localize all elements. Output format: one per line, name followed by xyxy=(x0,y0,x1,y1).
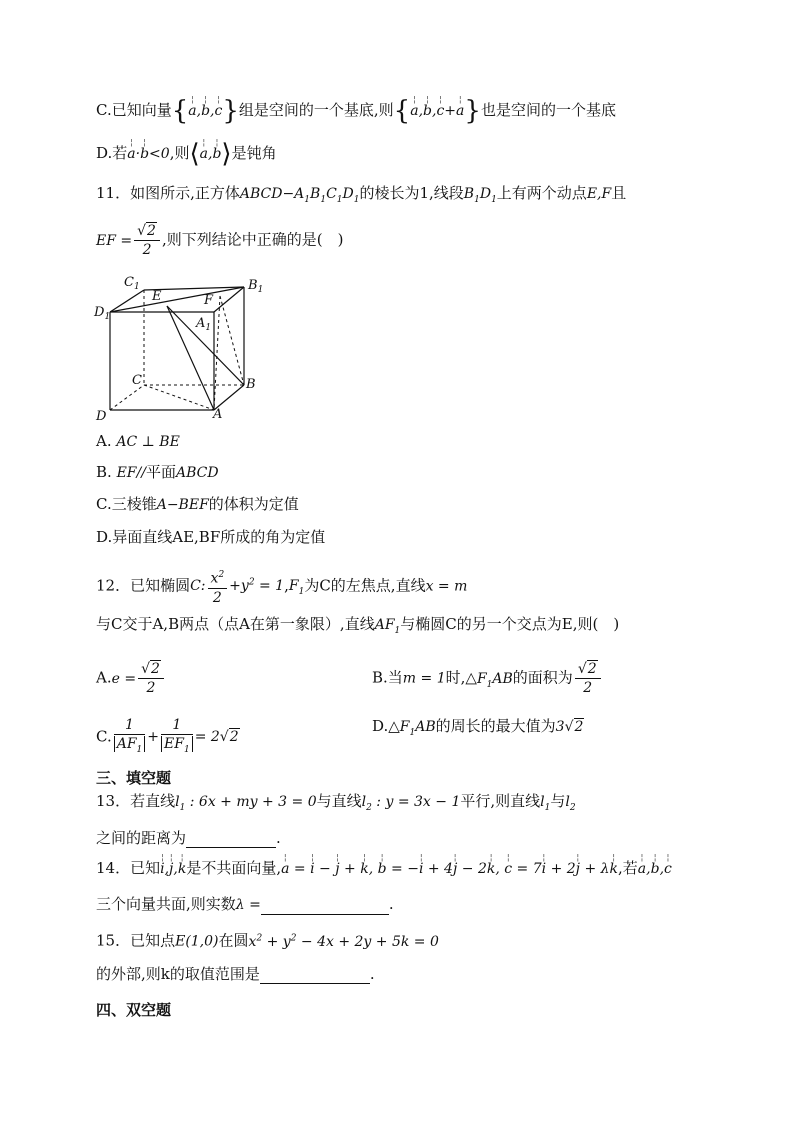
label-d1: $D_1$ xyxy=(94,305,111,322)
question-11-stem-2 xyxy=(96,222,343,259)
q15-answer-blank[interactable] xyxy=(260,967,370,984)
q14-number: 14．已知 xyxy=(96,859,161,877)
q14-text2: ,若 xyxy=(618,859,638,877)
q12-option-c xyxy=(96,716,240,759)
q11-option-b-label: B. xyxy=(96,463,112,481)
q12-line2: 与C交于A,B两点（点A在第一象限）,直线 xyxy=(96,615,375,633)
vectors-abc: ¦ a,¦ b,¦ c xyxy=(638,861,672,877)
cube-name: $ABCD-A_1B_1C_1D_1$ xyxy=(239,186,360,205)
segment-f-b-hidden xyxy=(220,296,244,385)
q11-option-a-expr: AC ⊥ BE xyxy=(116,434,180,450)
question-11-stem xyxy=(96,183,626,210)
basis-set-2: {¦ a,¦ b,¦ c+¦ a} xyxy=(394,103,481,119)
label-a: A xyxy=(213,407,223,422)
question-15-stem-2 xyxy=(96,964,375,984)
q15-number: 15．已知点 xyxy=(96,931,176,950)
angle-expr: ⟨¦ a,¦ b⟩ xyxy=(189,146,231,162)
q11-option-a xyxy=(96,431,180,452)
triangle-f1ab: $F_1AB$ xyxy=(476,670,513,690)
label-b: B xyxy=(246,377,256,392)
edge-d-c-hidden xyxy=(110,385,144,410)
dot-product-expr: ¦ a·¦ b<0 xyxy=(127,146,169,162)
line-l1-eq: $l_1$ : 6x + my + 3 = 0 xyxy=(175,794,317,813)
label-c1: $C_1$ xyxy=(124,275,140,292)
q12-option-d xyxy=(372,716,584,743)
q13-answer-blank[interactable] xyxy=(186,831,276,848)
q11-number: 11．如图所示,正方体 xyxy=(96,184,240,202)
point-e: E(1,0) xyxy=(175,933,219,950)
tetrahedron-expr: A−BEF xyxy=(156,497,209,513)
m-equals-1: m = 1 xyxy=(402,670,446,687)
label-f: F xyxy=(204,293,214,308)
segment-f-a-hidden xyxy=(214,296,220,410)
q12-number: 12．已知椭圆 xyxy=(96,576,191,595)
basis-set-1: {¦ a,¦ b,¦ c} xyxy=(172,103,239,119)
q11-text4: 且 xyxy=(611,184,627,202)
q13-end: . xyxy=(276,829,281,847)
q12-option-b-tail: 的面积为 xyxy=(512,668,573,687)
area-value: $\frac{√2}{2}$ xyxy=(573,671,603,687)
q11-option-b-text: 平面 xyxy=(145,463,176,481)
q15-text1: 在圆 xyxy=(218,931,249,950)
section-3-heading: 三、填空题 xyxy=(96,769,172,787)
question-12-stem-2 xyxy=(96,614,619,641)
line-l1: $l_1$ xyxy=(540,794,551,813)
q12-option-a-label: A. xyxy=(96,668,112,687)
q13-line2: 之间的距离为 xyxy=(96,829,187,847)
q11-text5: ,则下列结论中正确的是( ) xyxy=(161,230,344,249)
label-e: E xyxy=(152,289,162,304)
q12-option-b-label: B.当 xyxy=(372,668,403,687)
focus-f1: $F_1$ xyxy=(288,578,305,598)
q11-option-c-tail: 的体积为定值 xyxy=(208,495,299,513)
option-c-suffix: 也是空间的一个基底 xyxy=(480,101,616,119)
lambda-eq: λ = xyxy=(235,897,261,913)
q13-text2: 平行,则直线 xyxy=(460,792,541,810)
triangle-f1ab-d: $F_1AB$ xyxy=(399,719,436,738)
ellipse-equation: C: $\frac{x^2}{2}$ $+y^2 = 1$ xyxy=(190,578,284,594)
q12-option-b-text: 时,△ xyxy=(445,668,477,687)
vector-defs: ¦ a = ¦ i − ¦ j + ¦ k, ¦ b = −¦ i + 4¦ j − 2¦ k, ¦ c = 7¦ i + 2¦ j + λ¦ k xyxy=(281,861,618,877)
eccentricity-expr: e = $\frac{√2}{2}$ xyxy=(112,671,166,687)
q11-option-c-text: C.三棱锥 xyxy=(96,495,157,513)
q13-text1: 与直线 xyxy=(316,792,362,810)
edge-a1-b1 xyxy=(214,287,244,312)
prev-option-c xyxy=(96,96,616,126)
q12-option-b xyxy=(372,660,603,697)
q11-text1: 的棱长为1,线段 xyxy=(359,184,464,202)
q12-line2b: 与椭圆C的另一个交点为E,则( ) xyxy=(400,615,620,633)
line-x-m: x = m xyxy=(425,578,468,595)
line-af1: $AF_1$ xyxy=(374,617,401,636)
prev-option-d xyxy=(96,139,277,169)
line-l2-eq: $l_2$ : y = 3x − 1 xyxy=(361,794,461,813)
option-d-suffix: 是钝角 xyxy=(231,144,277,162)
reciprocal-sum-expr: $\frac{1}{AF_1}$ + $\frac{1}{EF_1}$ = 2√2 xyxy=(112,729,240,745)
q14-line2: 三个向量共面,则实数 xyxy=(96,895,236,913)
q15-line2: 的外部,则k的取值范围是 xyxy=(96,965,260,983)
q15-end: . xyxy=(369,965,375,983)
line-l2: $l_2$ xyxy=(565,794,576,813)
section-4-heading: 四、双空题 xyxy=(96,1001,172,1019)
q11-option-b-expr: EF// xyxy=(116,465,146,481)
basis-ijk: ¦ i,¦ j,¦ k xyxy=(160,861,186,877)
q14-answer-blank[interactable] xyxy=(261,898,389,915)
q13-text3: 与 xyxy=(550,792,566,810)
question-12-stem: 12．已知椭圆C: $\frac{x^2}{2}$ $+y^2 = 1,F_1$为C的左焦点,直线x = m xyxy=(96,566,467,607)
q11-option-a-label: A. xyxy=(96,432,112,450)
q13-number: 13．若直线 xyxy=(96,792,176,810)
q11-option-d-text: D.异面直线AE,BF所成的角为定值 xyxy=(96,528,326,546)
q14-text1: 是不共面向量, xyxy=(186,859,282,877)
question-15-stem xyxy=(96,928,439,952)
cube-figure xyxy=(92,270,282,430)
question-13-stem-2 xyxy=(96,828,281,848)
q12-option-d-tail: 的周长的最大值为 xyxy=(435,717,556,735)
question-13-stem xyxy=(96,791,576,818)
q11-option-d xyxy=(96,527,325,547)
label-d: D xyxy=(96,409,107,424)
label-b1: $B_1$ xyxy=(248,278,264,295)
circle-equation: $x^2 + y^2 - 4x + 2y + 5k = 0$ xyxy=(248,933,439,950)
q12-option-a xyxy=(96,660,166,697)
question-14-stem-2 xyxy=(96,894,394,915)
plane-abcd: ABCD xyxy=(175,465,219,481)
q14-end: . xyxy=(388,895,394,913)
q11-text2: 上有两个动点 xyxy=(496,184,587,202)
q12-option-d-label: D.△ xyxy=(372,717,400,735)
option-d-mid: ,则 xyxy=(169,144,190,162)
label-a1: $A_1$ xyxy=(196,316,212,333)
q12-option-c-label: C. xyxy=(96,727,112,746)
option-c-mid: 组是空间的一个基底,则 xyxy=(238,101,394,119)
ef-length-expr: EF = $\frac{√2}{2}$ xyxy=(96,233,162,249)
q11-option-b xyxy=(96,462,219,483)
option-c-prefix: C.已知向量 xyxy=(96,101,172,119)
perimeter-value: 3√2 xyxy=(555,719,584,735)
question-14-stem xyxy=(96,858,672,879)
diag-c-a-hidden xyxy=(144,385,214,410)
q11-points: E,F xyxy=(586,186,612,202)
label-c: C xyxy=(132,373,142,388)
q12-text1: 为C的左焦点,直线 xyxy=(304,576,426,595)
q11-option-c xyxy=(96,494,299,515)
segment-b1d1: $B_1D_1$ xyxy=(463,186,497,205)
segment-e-a xyxy=(167,306,214,410)
segment-e-b xyxy=(167,306,244,385)
option-d-prefix: D.若 xyxy=(96,144,128,162)
